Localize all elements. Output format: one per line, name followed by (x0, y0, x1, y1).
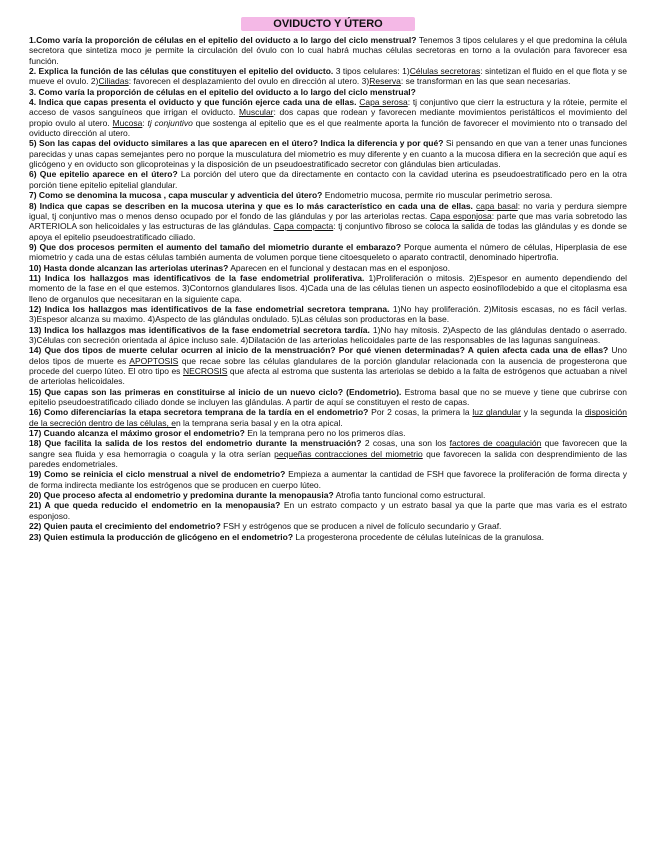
answer-text: : tj conjuntivo que cierr la estructura y la róteie, permite el acceso de vasos sanguíneos que irrigan el oviducto. (29, 97, 627, 118)
answer-text: : (142, 117, 148, 128)
answer-text: : parte que mas varia sobretodo las ARTERIOLA son helicoidales y las estructuras de las glándulas. (29, 210, 627, 232)
question-text: 14) Que dos tipos de muerte celular ocurren al inicio de la menstruación? Por qué vienen determinadas? A quien afecta cada una de ellas? (29, 345, 609, 356)
underlined-term: capa basal (475, 200, 518, 211)
question-text: 9) Que dos procesos permiten el aumento del tamaño del miometrio durante el embarazo? (29, 241, 402, 252)
answer-text: Empieza a aumentar la cantidad de FSH que favorece la proliferación de forma directa y de forma indirecta mediante los estrógenos que se producen en cuerpo lúteo. (29, 469, 628, 490)
answer-text: que sostenga al epitelio que es el que realmente aporta la función de favorecer el movimiento nto o transado del oviducto dirección al utero. (29, 117, 627, 139)
answer-text: Por 2 cosas, la primera la (368, 407, 473, 418)
answer-text: Porque aumenta el número de células, Hiperplasia de ese miometrio y cada una de estas células también aumenta de volumen porque tiene citoesqueleto o aparato contractil, denominado hipertrofia. (29, 241, 627, 263)
paragraph (29, 138, 627, 169)
document-body (29, 35, 627, 542)
underlined-term: Capa compacta (273, 221, 334, 232)
answer-text: En un estrato compacto y un estrato basal ya que la parte que mas varia es el estrato esponjoso. (29, 500, 627, 521)
question-text: 15) Que capas son las primeras en constituirse al inicio de un nuevo ciclo? (Endometrio). (29, 386, 402, 397)
answer-text: Aparecen en el funcional y destacan mas en el esponjoso. (228, 262, 450, 273)
answer-text: Tenemos 3 tipos celulares y el que predomina la célula secretora que sintetiza moco je permite la circulación del óvulo con lo cual habrá muchas células secretoras en torno a la ovulación para favorecer esa función. (29, 35, 628, 66)
question-text: 1.Como varía la proporción de células en el epitelio del oviducto a lo largo del ciclo menstrual? (29, 35, 417, 45)
paragraph (29, 201, 627, 242)
answer-text: 2 cosas, una son los (361, 438, 450, 449)
question-text: 16) Como diferenciarías la etapa secretora temprana de la tardía en el endometrio? (29, 407, 369, 418)
paragraph (29, 273, 627, 304)
answer-text: : se transforman en las que sean necesarias. (400, 76, 571, 87)
underlined-term: Muscular (239, 107, 274, 118)
answer-text: 3 tipos celulares: 1) (333, 66, 410, 77)
underlined-term: Capa esponjosa (429, 210, 492, 221)
paragraph (29, 242, 627, 263)
underlined-term: disposición de la secreción dentro de las células, e (29, 407, 628, 428)
question-text: 20) Que proceso afecta al endometrio y predomina durante la menopausia? (29, 490, 334, 501)
answer-text: 1)No hay proliferación. 2)Mitosis escasas, no es fácil verlas. 3)Espesor alcanza su maximo. 4)Aspecto de las glándulas ondulado. 5)Las células son productoras en la base. (29, 303, 627, 325)
paragraph (29, 500, 627, 521)
underlined-term: Mucosa (112, 117, 143, 128)
question-text: 12) Indica los hallazgos mas identificativos de la fase endometrial secretora temprana. (29, 303, 390, 314)
answer-text: : favorecen el desplazamiento del ovulo en dirección al utero. 3) (128, 76, 370, 87)
question-text: 5) Son las capas del oviducto similares a las que aparecen en el útero? Indica la diferencia y por qué? (29, 138, 444, 149)
paragraph (29, 97, 627, 138)
answer-text: que recae sobre las células glandulares de la porción glandular relacionada con la ausencia de progesterona que procede del cuerpo lúteo. El otro tipo es (29, 355, 627, 376)
question-text: 2. Explica la función de las células que constituyen el epitelio del oviducto. (29, 66, 334, 77)
paragraph (29, 469, 627, 490)
paragraph (29, 325, 627, 346)
question-text: 19) Como se reinicia el ciclo menstrual a nivel de endometrio? (29, 469, 286, 480)
paragraph (29, 190, 627, 200)
answer-text: En la temprana pero no los primeros días. (244, 428, 406, 439)
paragraph (29, 490, 627, 500)
paragraph (29, 521, 627, 531)
underlined-term: Capa serosa (359, 97, 408, 108)
question-text: 17) Cuando alcanza el máximo grosor el endometrio? (29, 428, 245, 439)
underlined-term: Ciliadas (98, 76, 129, 87)
paragraph (29, 66, 627, 87)
question-text: 3. Como varía la proporción de células en el epitelio del oviducto a lo largo del ciclo menstrual? (29, 86, 416, 97)
paragraph (29, 387, 627, 408)
answer-text: Estroma basal que no se mueve y tiene que cubrirse con epitelio pseudoestratificado ciliado donde se incluyen las glándulas. A partir de aquí se constituyen el resto de capas. (29, 386, 627, 408)
question-text: 7) Como se denomina la mucosa , capa muscular y adventicia del útero? (29, 190, 323, 201)
question-text: 23) Quien estimula la producción de glicógeno en el endometrio? (29, 531, 294, 542)
paragraph (29, 532, 627, 542)
paragraph (29, 304, 627, 325)
underlined-term: pequeñas contracciones del miometrio (274, 448, 423, 459)
underlined-term: factores de coagulación (449, 438, 542, 449)
answer-text: n la temprana seria basal y en la otra apical. (175, 417, 343, 428)
answer-text: y la segunda la (520, 407, 585, 418)
answer-text: que afecta al estroma que sustenta las arteriolas se debido a la falta de estrógenos que actuaban a nivel de arteriolas helicoidales. (29, 366, 627, 387)
paragraph (29, 35, 627, 66)
underlined-term: NECROSIS (182, 366, 228, 376)
answer-text: 1)No hay mitosis. 2)Aspecto de las glándulas dentado o aserrado. 3)Células con secreción orientada al ápice incluso sale. 4)Dilatación de las arteriolas helicoidales parte de las responsables de las lagunas sanguíneas. (29, 324, 627, 345)
underlined-term: luz glandular (472, 407, 521, 418)
paragraph (29, 428, 627, 438)
question-text: 4. Indica que capas presenta el oviducto y que función ejerce cada una de ellas. (29, 97, 357, 108)
question-text: 22) Quien pauta el crecimiento del endometrio? (29, 521, 221, 532)
question-text: 18) Que facilita la salida de los restos del endometrio durante la menstruación? (29, 438, 362, 449)
underlined-term: APOPTOSIS (129, 355, 179, 366)
italic-term: tj conjuntivo (147, 117, 193, 128)
answer-text: Uno delos tipos de muerte es (29, 345, 627, 366)
answer-text: : sintetizan el fluido en el que flota y se mueve el ovulo. 2) (29, 66, 627, 87)
answer-text: que favorecen que la sangre sea fluida y esa hemorragia o coagula y la otra serían (29, 438, 627, 459)
answer-text: La porción del utero que da directamente en contacto con la cavidad uterina es pseudoestratificado pero en la otra porción tiene epitelio epitelial glandular. (29, 169, 628, 190)
answer-text: que favorecen la salida con desprendimiento de las paredes endometriales. (29, 448, 627, 470)
answer-text: : tj conjuntivo fibroso se coloca la salida de todas las glándulas y es donde se apoya el epitelio pseudoestratificado ciliado. (29, 221, 627, 242)
question-text: 6) Que epitelio aparece en el útero? (29, 169, 178, 180)
title-bar (29, 14, 627, 32)
question-text: 13) Indica los hallazgos mas identificativos de la fase endometrial secretora tardía. (29, 324, 370, 335)
paragraph (29, 438, 627, 469)
answer-text: : no varia y perdura siempre igual, tj conjuntivo mas o menos denso ocupado por el fondo de las glándulas y por las arteriolas rectas. (29, 200, 627, 221)
paragraph (29, 169, 627, 190)
underlined-term: Reserva (369, 76, 401, 87)
answer-text: Atrofia tanto funcional como estructural. (333, 490, 486, 501)
question-text: 11) Indica los hallazgos mas identificativos de la fase endometrial proliferativa. (29, 272, 365, 283)
answer-text: : dos capas que rodean y favorecen mediante movimientos peristálticos el movimiento del propio ovulo al utero. (29, 107, 627, 128)
question-text: 10) Hasta donde alcanzan las arteriolas uterinas? (29, 262, 229, 273)
answer-text: 1)Proliferación o mitosis. 2)Espesor en aumento dependiendo del momento de la fase en el que estemos. 3)Contornos glandulares lisos. 4)Cada una de las células tienen un aspecto eosinofílodebido a que el citoplasma esa lleno de organulos que necesitaran en la siguiente capa. (29, 272, 627, 304)
paragraph (29, 407, 627, 428)
paragraph (29, 263, 627, 273)
answer-text: FSH y estrógenos que se producen a nivel de folículo secundario y Graaf. (220, 521, 502, 532)
question-text: 21) A que queda reducido el endometrio en la menopausia? (29, 500, 281, 511)
document-title: OVIDUCTO Y ÚTERO (241, 17, 414, 31)
underlined-term: Células secretoras (409, 66, 481, 77)
answer-text: Endometrio mucosa, permite rio muscular perimetrio serosa. (322, 190, 553, 201)
answer-text: La progesterona procedente de células luteínicas de la granulosa. (293, 531, 544, 542)
question-text: 8) Indica que capas se describen en la mucosa uterina y que es lo más característico en cada una de ellas. (29, 200, 473, 211)
answer-text: Si pensando en que van a tener unas funciones parecidas y unas capas semejantes pero no porque la musculatura del miometrio es muy diferente y en cuanto a la mucosa difiera en la secreción que aquí es glicógeno y en oviducto son glicoproteinas y la disposición de un pseudoestratificado secretor con glándulas bien articuladas. (29, 138, 627, 170)
paragraph (29, 345, 627, 386)
paragraph (29, 87, 627, 97)
